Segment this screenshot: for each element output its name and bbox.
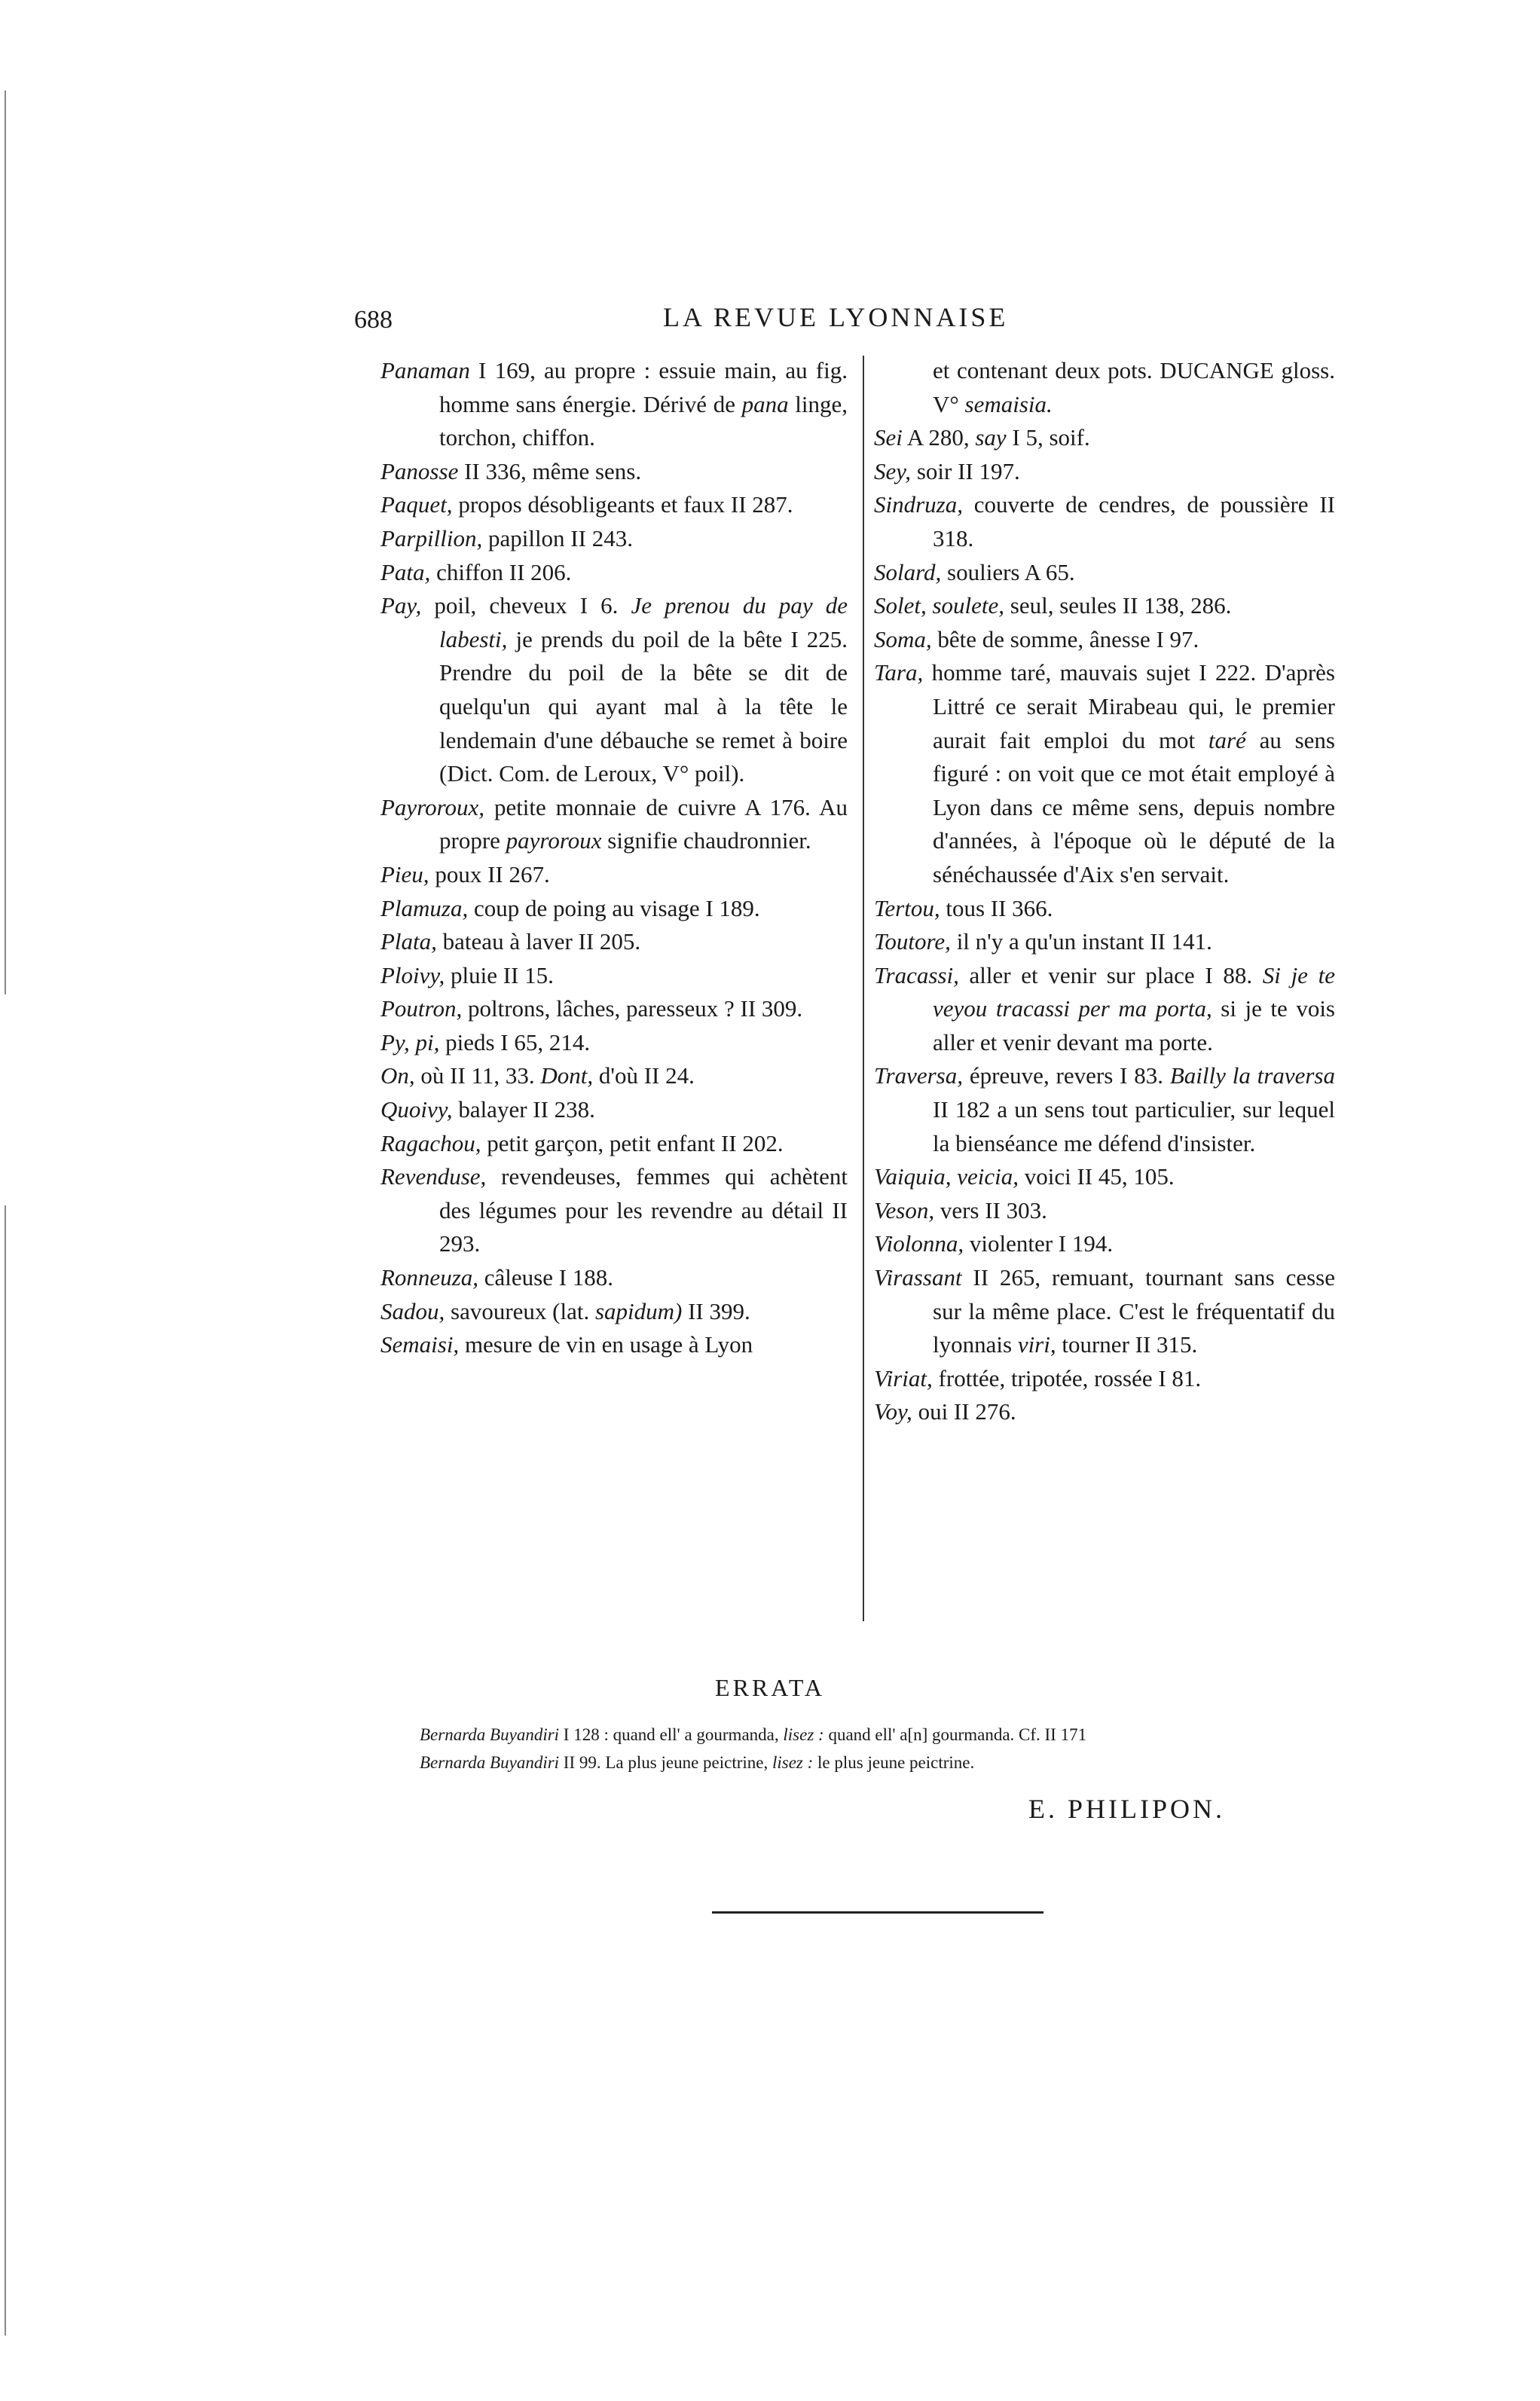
definition: et contenant deux pots. DUCANGE gloss. V° [933, 357, 1335, 417]
headword: Poutron, [380, 995, 463, 1022]
definition: A 280, [902, 424, 976, 451]
glossary-entry [874, 455, 1335, 489]
headword: Violonna, [874, 1230, 964, 1257]
headword: Paquet, [380, 491, 453, 518]
definition: épreuve, revers I 83. [963, 1062, 1170, 1089]
definition: bateau à laver II 205. [436, 928, 641, 955]
closing-rule [712, 1911, 1043, 1914]
errata-text: I 128 : quand ell' a gourmanda, [559, 1725, 784, 1744]
definition: aller et venir sur place I 88. [958, 961, 1263, 988]
glossary-entry [380, 354, 848, 455]
errata-line-1 [420, 1725, 1331, 1745]
definition-tail: au sens figuré : on voit que ce mot était employé à Lyon dans ce même sens, depuis nombre d'années, à l'époque où le député de la sénéchaussée d'Aix s'en servait. [933, 726, 1335, 887]
headword: Revenduse, [380, 1163, 487, 1190]
definition: petite monnaie de cuivre A 176. Au propre [439, 793, 848, 854]
glossary-entry [874, 1261, 1335, 1362]
definition: homme taré, mauvais sujet I 222. D'après Littré ce serait Mirabeau qui, le premier aurait fait emploi du mot [923, 659, 1335, 753]
headword: Payroroux, [380, 793, 485, 820]
glossary-entry [380, 892, 848, 926]
headword: Viriat, [874, 1364, 933, 1391]
glossary-entry [380, 1093, 848, 1127]
definition-tail: I 5, soif. [1006, 424, 1090, 451]
headword: Voy, [874, 1398, 912, 1425]
glossary-entry [874, 589, 1335, 623]
page-number: 688 [354, 306, 393, 334]
italic-term: Dont, [540, 1062, 594, 1089]
italic-term: say [975, 424, 1007, 451]
glossary-entry [380, 992, 848, 1026]
definition-tail: linge, torchon, chiffon. [439, 390, 848, 451]
definition: poux II 267. [429, 860, 550, 887]
headword: Pieu, [380, 860, 429, 887]
headword: Soma, [874, 625, 932, 652]
glossary-left-column [380, 354, 848, 1362]
headword: Traversa, [874, 1062, 963, 1089]
headword: Tracassi, [874, 961, 959, 988]
headword: Ronneuza, [380, 1264, 479, 1291]
definition: I 169, au propre : essuie main, au fig. homme sans énergie. Dérivé de [439, 357, 848, 417]
definition-tail: II 182 a un sens tout particulier, sur lequel la bienséance me défend d'insister. [933, 1096, 1335, 1156]
italic-term: payroroux [506, 827, 602, 854]
author-signature: E. PHILIPON. [1028, 1794, 1225, 1824]
glossary-entry [380, 858, 848, 892]
definition: il n'y a qu'un instant II 141. [950, 928, 1212, 955]
definition: balayer II 238. [452, 1096, 595, 1123]
errata-line-2 [420, 1753, 1331, 1773]
errata-lisez: lisez : [772, 1753, 814, 1772]
headword: Tertou, [874, 894, 940, 921]
definition: couverte de cendres, de poussière II 318. [933, 491, 1335, 551]
glossary-entry [380, 556, 848, 590]
headword: Plata, [380, 928, 437, 955]
definition: seul, seules II 138, 286. [1004, 592, 1232, 619]
glossary-entry [874, 925, 1335, 959]
definition: oui II 276. [912, 1398, 1016, 1425]
headword: Sei [874, 424, 903, 451]
errata-text: II 99. La plus jeune peictrine, [559, 1753, 772, 1772]
errata-source: Bernarda Buyandiri [420, 1725, 560, 1744]
glossary-entry [874, 1227, 1335, 1261]
italic-term: semaisia. [964, 390, 1053, 417]
errata-source: Bernarda Buyandiri [420, 1753, 560, 1772]
page-header [354, 301, 1025, 347]
definition: câleuse I 188. [478, 1264, 614, 1291]
glossary-entry [380, 1026, 848, 1060]
glossary-entry [874, 656, 1335, 891]
glossary-entry [380, 1328, 848, 1362]
glossary-entry [874, 1395, 1335, 1429]
headword: Parpillion, [380, 524, 483, 551]
glossary-entry [874, 488, 1335, 555]
glossary-entry [874, 1194, 1335, 1228]
glossary-entry [874, 354, 1335, 421]
headword: Sadou, [380, 1297, 445, 1324]
glossary-entry [380, 1261, 848, 1295]
headword: Ragachou, [380, 1129, 481, 1156]
glossary-right-column [874, 354, 1335, 1429]
headword: Tara, [874, 659, 924, 686]
glossary-entry [874, 1059, 1335, 1160]
italic-term: Je prenou du pay de labesti, [439, 592, 848, 652]
glossary-entry [874, 623, 1335, 657]
errata-correction: le plus jeune peictrine. [813, 1753, 975, 1772]
definition: soir II 197. [911, 457, 1020, 484]
italic-term: viri, [1017, 1331, 1056, 1358]
definition: frottée, tripotée, rossée I 81. [932, 1364, 1202, 1391]
definition: II 336, même sens. [458, 457, 642, 484]
definition: petit garçon, petit enfant II 202. [481, 1129, 784, 1156]
definition: voici II 45, 105. [1018, 1163, 1175, 1190]
glossary-entry [874, 892, 1335, 926]
headword: Quoivy, [380, 1096, 453, 1123]
glossary-entry [874, 421, 1335, 455]
glossary-entry [380, 1127, 848, 1161]
headword: Plamuza, [380, 894, 469, 921]
italic-term: Si je te veyou tracassi per ma porta, [933, 961, 1335, 1022]
definition: II 265, remuant, tournant sans cesse sur la même place. C'est le fréquentatif du lyonnais [933, 1264, 1335, 1358]
definition: vers II 303. [934, 1196, 1047, 1223]
headword: Veson, [874, 1196, 935, 1223]
column-divider [863, 356, 864, 1621]
glossary-entry [380, 1160, 848, 1261]
scan-margin-mark [5, 90, 6, 994]
definition-tail: d'où II 24. [593, 1062, 695, 1089]
definition-tail: tourner II 315. [1056, 1331, 1198, 1358]
headword: Sey, [874, 457, 912, 484]
errata-title: ERRATA [715, 1674, 825, 1701]
glossary-entry [874, 1362, 1335, 1396]
headword: Ploivy, [380, 961, 445, 988]
headword: Virassant [874, 1264, 962, 1291]
definition: où II 11, 33. [414, 1062, 541, 1089]
italic-term: Bailly la traversa [1169, 1062, 1335, 1089]
glossary-entry [380, 791, 848, 858]
headword: Py, pi, [380, 1028, 440, 1055]
definition: coup de poing au visage I 189. [468, 894, 760, 921]
headword: Panosse [380, 457, 459, 484]
definition-tail: II 399. [682, 1297, 750, 1324]
glossary-entry [380, 589, 848, 791]
scan-margin-mark [5, 1205, 6, 2335]
definition: propos désobligeants et faux II 287. [452, 491, 793, 518]
glossary-entry [380, 1059, 848, 1093]
definition: poil, cheveux I 6. [421, 592, 631, 619]
definition: mesure de vin en usage à Lyon [459, 1331, 753, 1358]
glossary-entry [874, 959, 1335, 1060]
headword: Panaman [380, 357, 470, 383]
definition: souliers A 65. [941, 558, 1075, 585]
glossary-entry [874, 556, 1335, 590]
errata-correction: quand ell' a[n] gourmanda. Cf. II 171 [823, 1725, 1087, 1744]
glossary-entry [380, 925, 848, 959]
definition: tous II 366. [940, 894, 1053, 921]
definition: savoureux (lat. [445, 1297, 595, 1324]
glossary-entry [874, 1160, 1335, 1194]
italic-term: sapidum) [594, 1297, 683, 1324]
glossary-entry [380, 455, 848, 489]
headword: Semaisi, [380, 1331, 460, 1358]
definition: poltrons, lâches, paresseux ? II 309. [462, 995, 803, 1022]
definition: chiffon II 206. [430, 558, 572, 585]
definition: pieds I 65, 214. [439, 1028, 591, 1055]
headword: Solet, soulete, [874, 592, 1005, 619]
headword: Sindruza, [874, 491, 963, 518]
headword: Pay, [380, 592, 422, 619]
headword: Vaiquia, veicia, [874, 1163, 1019, 1190]
definition: papillon II 243. [482, 524, 633, 551]
headword: On, [380, 1062, 415, 1089]
italic-term: taré [1208, 726, 1246, 753]
definition: violenter I 194. [964, 1230, 1114, 1257]
definition: pluie II 15. [445, 961, 554, 988]
glossary-entry [380, 522, 848, 556]
definition-tail: si je te vois aller et venir devant ma porte. [933, 995, 1335, 1055]
italic-term: pana [741, 390, 789, 417]
glossary-entry [380, 959, 848, 993]
definition: revendeuses, femmes qui achètent des légumes pour les revendre au détail II 293. [439, 1163, 848, 1257]
headword: Pata, [380, 558, 431, 585]
headword: Toutore, [874, 928, 951, 955]
running-title: LA REVUE LYONNAISE [663, 302, 1009, 332]
errata-lisez: lisez : [783, 1725, 824, 1744]
glossary-entry [380, 1295, 848, 1329]
headword: Solard, [874, 558, 942, 585]
definition-tail: je prends du poil de la bête I 225. Prendre du poil de la bête se dit de quelqu'un qui ayant mal à la tête le lendemain d'une débauche se remet à boire (Dict. Com. de Leroux, V° poil). [439, 625, 848, 787]
glossary-entry [380, 488, 848, 522]
definition-tail: signifie chaudronnier. [601, 827, 811, 854]
definition: bête de somme, ânesse I 97. [931, 625, 1199, 652]
